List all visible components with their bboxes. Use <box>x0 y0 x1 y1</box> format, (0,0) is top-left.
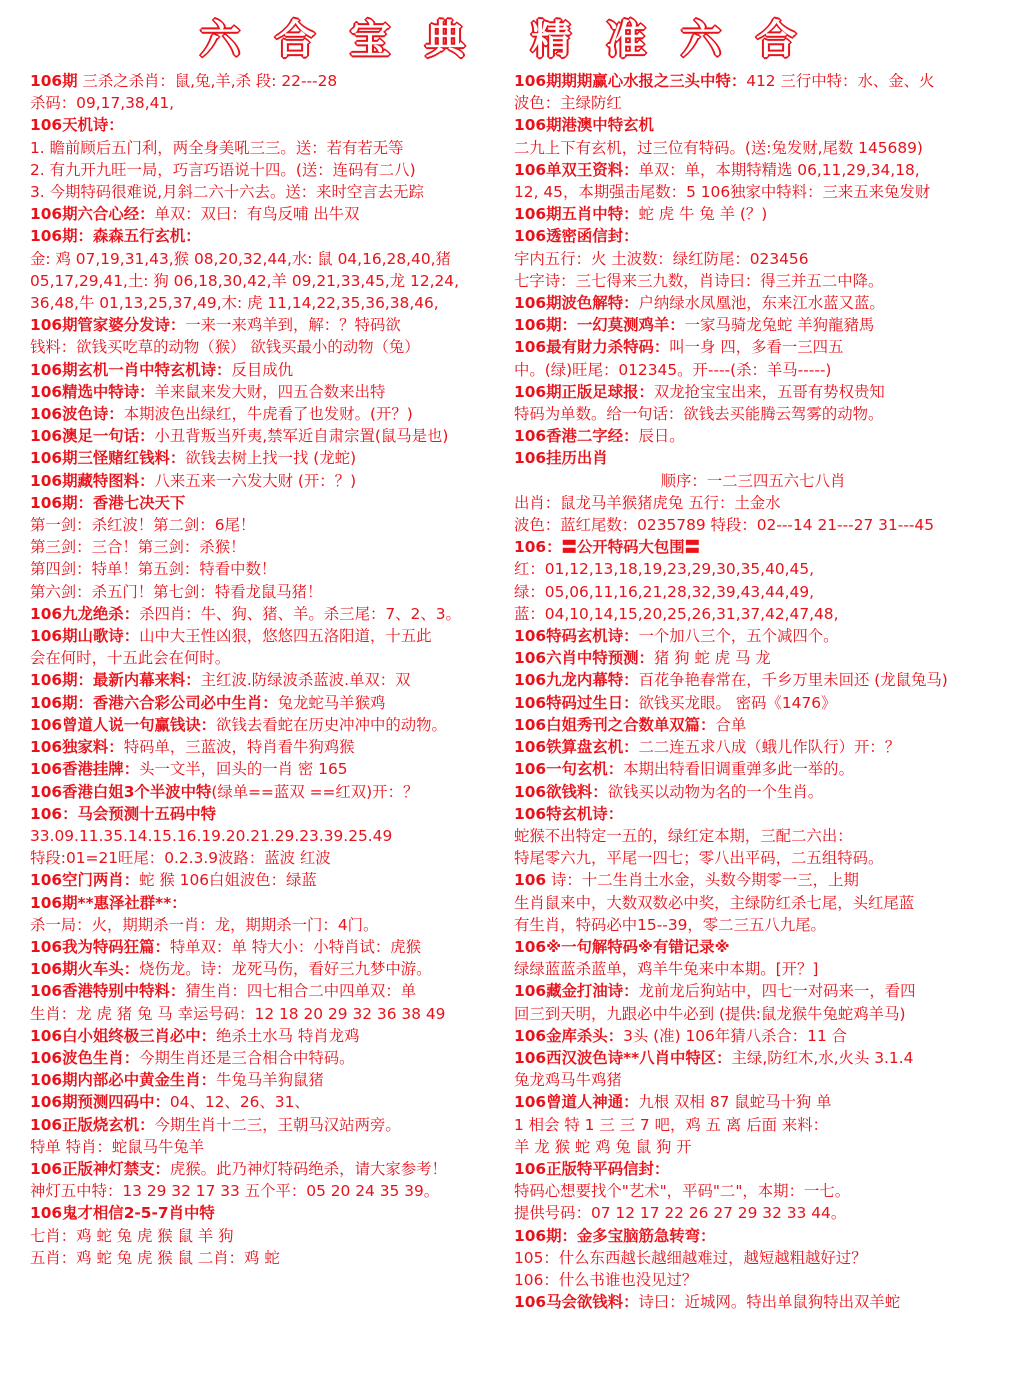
line-text: 单双：双曰：有鸟反哺 出牛双 <box>154 205 360 224</box>
left-line <box>30 359 518 381</box>
line-text: 兔龙鸡马牛鸡猪 <box>514 1071 622 1090</box>
left-line <box>30 1091 518 1113</box>
right-line <box>514 803 992 825</box>
line-heading: 106我为特码狂篇： <box>30 937 170 956</box>
line-text: 绿绿蓝蓝杀蓝单，鸡羊牛兔来中本期。[开？] <box>514 960 819 979</box>
line-text: 叫一身 四，多看一三四五 <box>669 338 844 357</box>
left-line <box>30 514 518 536</box>
line-heading: 106波色生肖： <box>30 1048 140 1067</box>
right-line <box>514 1291 992 1313</box>
left-line <box>30 470 518 492</box>
left-line <box>30 114 518 136</box>
right-line <box>514 292 992 314</box>
left-line <box>30 1225 518 1247</box>
right-line <box>514 314 992 336</box>
left-line <box>30 625 518 647</box>
line-text: 羊 龙 猴 蛇 鸡 兔 鼠 狗 开 <box>514 1137 692 1156</box>
right-line <box>514 336 992 358</box>
line-text: 杀码：09,17,38,41, <box>30 94 175 113</box>
left-line <box>30 714 518 736</box>
line-heading: 106澳足一句话： <box>30 427 155 446</box>
right-line <box>514 492 992 514</box>
right-line <box>514 603 992 625</box>
right-line <box>514 692 992 714</box>
right-line <box>514 536 992 558</box>
line-text: 05,17,29,41,土: 狗 06,18,30,42,羊 09,21,33,45,龙 12,24, <box>30 271 459 290</box>
line-text: 3头 (准) 106年猜八杀合：11 合 <box>623 1026 848 1045</box>
line-text: 七字诗：三七得来三九数，肖诗曰：得三并五二中降。 <box>514 271 884 290</box>
line-text: 反目成仇 <box>231 360 294 379</box>
left-line <box>30 1180 518 1202</box>
banner-char: 宝 <box>350 16 394 63</box>
left-line <box>30 892 518 914</box>
line-heading: 106期三怪赌红钱料： <box>30 449 186 468</box>
right-line <box>514 558 992 580</box>
line-text: 特码单，三蓝波，特肖看牛狗鸡猴 <box>123 738 355 757</box>
line-text: (绿单==蓝双 ==红双)开：？ <box>211 782 419 801</box>
line-heading: 106期正版足球报： <box>514 382 654 401</box>
banner-char: 准 <box>606 16 650 63</box>
line-text: 特码为单数。给一句话：欲钱去买能腾云驾雾的动物。 <box>514 405 884 424</box>
line-text: 杀四肖：牛、狗、猪、羊。杀三尾：7、2、3。 <box>139 604 461 623</box>
right-line <box>514 625 992 647</box>
line-text: 波色：主绿防红 <box>514 94 622 113</box>
line-text: 欲钱买龙眼。 密码《1476》 <box>638 693 837 712</box>
page-banner <box>200 8 800 64</box>
line-text: 欲钱去看蛇在历史冲冲中的动物。 <box>216 715 447 734</box>
line-text: 蛇猴不出特定一五的，绿红定本期，三配二六出： <box>514 826 853 845</box>
left-line <box>30 692 518 714</box>
line-heading: 106挂历出肖 <box>514 449 608 468</box>
line-text: 第一剑：杀红波！第二剑：6尾！ <box>30 516 256 535</box>
line-text: 二九上下有玄机，过三位有特码。(送:兔发财,尾数 145689) <box>514 138 923 157</box>
right-line <box>514 1003 992 1025</box>
left-line <box>30 781 518 803</box>
line-heading: 106正版特平码信封： <box>514 1159 670 1178</box>
right-line <box>514 1136 992 1158</box>
right-line <box>514 736 992 758</box>
line-text: 第四剑：特单！第五剑：特看中数！ <box>30 560 277 579</box>
line-heading: 106香港二字经： <box>514 427 639 446</box>
line-heading: 106鬼才相信2-5-7肖中特 <box>30 1204 215 1223</box>
banner-char: 六 <box>681 16 725 63</box>
line-heading: 106白姐秀刊之合数单双篇： <box>514 715 716 734</box>
line-heading: 106期六合心经： <box>30 205 155 224</box>
line-heading: 106期火车头： <box>30 960 140 979</box>
line-heading: 106最有財力杀特码： <box>514 338 670 357</box>
right-line <box>514 359 992 381</box>
line-text: 兔龙蛇马羊猴鸡 <box>277 693 386 712</box>
line-heading: 106藏金打油诗： <box>514 982 639 1001</box>
line-heading: 106期管家婆分发诗： <box>30 316 186 335</box>
line-heading: 106期预测四码中： <box>30 1093 170 1112</box>
line-text: 提供号码：07 12 17 22 26 27 29 32 33 44。 <box>514 1204 847 1223</box>
right-line <box>514 1114 992 1136</box>
right-line <box>514 669 992 691</box>
left-line <box>30 958 518 980</box>
line-heading: 106精选中特诗： <box>30 382 155 401</box>
left-line <box>30 669 518 691</box>
line-text: 百花争艳春常在，千乡万里未回还 (龙鼠兔马) <box>638 671 948 690</box>
right-line <box>514 847 992 869</box>
left-line <box>30 1247 518 1269</box>
line-text: 主绿,防红木,水,火头 3.1.4 <box>731 1048 914 1067</box>
left-line <box>30 558 518 580</box>
left-line <box>30 647 518 669</box>
line-text: 主红波.防绿波杀蓝波.单双：双 <box>200 671 411 690</box>
left-line <box>30 1047 518 1069</box>
line-heading: 106期波色解特： <box>514 294 639 313</box>
line-heading: 106期藏特图料： <box>30 471 155 490</box>
line-text: 105：什么东西越长越细越难过，越短越粗越好过？ <box>514 1248 867 1267</box>
line-text: 会在何时，十五此会在何时。 <box>30 649 231 668</box>
left-line <box>30 1025 518 1047</box>
line-text: 蓝：04,10,14,15,20,25,26,31,37,42,47,48, <box>514 604 839 623</box>
right-line <box>514 914 992 936</box>
right-line <box>514 470 992 492</box>
left-line <box>30 847 518 869</box>
line-text: 欲钱买以动物为名的一个生肖。 <box>607 782 824 801</box>
line-text: 虎猴。此乃神灯特码绝杀，请大家参考！ <box>169 1159 447 1178</box>
left-line <box>30 581 518 603</box>
right-line <box>514 1091 992 1113</box>
line-text: 辰日。 <box>638 427 685 446</box>
line-text: 牛兔马羊狗鼠猪 <box>216 1071 324 1090</box>
banner-char: 六 <box>200 16 244 63</box>
line-text: 宇内五行：火 土波数：绿红防尾：023456 <box>514 249 809 268</box>
line-heading: 106香港白姐3个半波中特 <box>30 782 212 801</box>
line-heading: 106期内部必中黄金生肖： <box>30 1071 217 1090</box>
line-text: 七肖：鸡 蛇 兔 虎 猴 鼠 羊 狗 <box>30 1226 234 1245</box>
line-text: 本期出特看旧调重弹多此一举的。 <box>623 760 854 779</box>
line-heading: 106期 <box>30 72 78 90</box>
line-text: 小丑背叛当歼夷,禁军近自肃宗置(鼠马是也) <box>154 427 449 446</box>
line-text: 三杀之杀肖：鼠,兔,羊,杀 段: 22---28 <box>77 72 338 90</box>
line-text: 特单 特肖：蛇鼠马牛兔羊 <box>30 1137 205 1156</box>
left-line <box>30 803 518 825</box>
line-text: 诗：十二生肖土水金，头数今期零一三，上期 <box>546 871 859 890</box>
line-text: 诗曰：近城网。特出单鼠狗特出双羊蛇 <box>638 1293 901 1312</box>
left-line <box>30 1003 518 1025</box>
line-text: 金: 鸡 07,19,31,43,猴 08,20,32,44,水: 鼠 04,16,28,40,猪 <box>30 249 451 268</box>
line-text: 3. 今期特码很难说,月斜二六十六去。送：来时空言去无踪 <box>30 183 424 202</box>
line-heading: 106期玄机一肖中特玄机诗： <box>30 360 232 379</box>
line-heading: 106九龙内幕特： <box>514 671 639 690</box>
left-line <box>30 914 518 936</box>
line-text: 顺序：一二三四五六七八肖 <box>660 471 846 490</box>
left-line <box>30 70 518 92</box>
left-line <box>30 403 518 425</box>
left-line <box>30 1158 518 1180</box>
line-text: 412 三行中特：水、金、火 <box>746 72 935 90</box>
line-text: 双龙抢宝宝出来，五哥有势权贵知 <box>653 382 885 401</box>
line-text: 一家马骑龙兔蛇 羊狗龍豬馬 <box>684 316 875 335</box>
line-heading: 106香港挂牌： <box>30 760 140 779</box>
right-line <box>514 137 992 159</box>
left-line <box>30 225 518 247</box>
line-heading: 106单双王资料： <box>514 160 639 179</box>
line-heading: 106独家料： <box>30 738 124 757</box>
banner-char: 合 <box>756 16 800 63</box>
right-line <box>514 1025 992 1047</box>
line-text: 杀一局：火，期期杀一肖：龙，期期杀一门：4门。 <box>30 915 379 934</box>
line-text: 猜生肖：四七相合二中四单双：单 <box>185 982 417 1001</box>
line-text: 八来五来一六发大财 (开：？) <box>154 471 357 490</box>
line-text: 二二连五求八成（蛾儿作队行）开：？ <box>638 738 901 757</box>
right-line <box>514 825 992 847</box>
left-line <box>30 825 518 847</box>
line-text: 五肖：鸡 蛇 兔 虎 猴 鼠 二肖：鸡 蛇 <box>30 1248 280 1267</box>
line-text: 户纳绿水凤凰池，东来江水蓝又蓝。 <box>638 294 885 313</box>
line-heading: 106特玄机诗： <box>514 804 624 823</box>
line-heading: 106期五肖中特： <box>514 205 639 224</box>
line-text: 第六剑：杀五门！第七剑：特看龙鼠马猪！ <box>30 582 323 601</box>
left-line <box>30 1114 518 1136</box>
left-line <box>30 1069 518 1091</box>
right-column <box>514 70 992 1313</box>
right-line <box>514 159 992 181</box>
line-heading: 106空门两肖： <box>30 871 140 890</box>
left-line <box>30 869 518 891</box>
line-heading: 106：〓公开特码大包围〓 <box>514 538 701 557</box>
left-line <box>30 203 518 225</box>
line-text: 特尾零六九，平尾一四七；零八出平码，二五组特码。 <box>514 849 884 868</box>
line-text: 生肖鼠来中，大数双数必中奖，主绿防红杀七尾，头红尾蓝 <box>514 893 915 912</box>
line-text: 绿：05,06,11,16,21,28,32,39,43,44,49, <box>514 582 815 601</box>
left-line <box>30 736 518 758</box>
right-line <box>514 203 992 225</box>
line-heading: 106期期期赢心水报之三头中特： <box>514 72 747 90</box>
left-line <box>30 536 518 558</box>
line-text: 特码心想要找个"艺术"，平码"二"，本期：一七。 <box>514 1182 851 1201</box>
line-heading: 106金库杀头： <box>514 1026 624 1045</box>
line-text: 生肖：龙 虎 猪 兔 马 幸运号码：12 18 20 29 32 36 38 49 <box>30 1004 446 1023</box>
line-heading: 106期港澳中特玄机 <box>514 116 654 135</box>
line-text: 波色：蓝红尾数：0235789 特段：02---14 21---27 31---45 <box>514 516 935 535</box>
line-heading: 106马会欲钱料： <box>514 1293 639 1312</box>
right-line <box>514 225 992 247</box>
line-heading: 106期：金多宝脑筋急转弯： <box>514 1226 716 1245</box>
line-text: 第三剑：三合！第三剑：杀猴！ <box>30 538 246 557</box>
left-line <box>30 603 518 625</box>
line-text: 一来一来鸡羊到，解：？特码欲 <box>185 316 401 335</box>
right-line <box>514 514 992 536</box>
line-text: 一个加八三个，五个减四个。 <box>638 627 839 646</box>
line-heading: 106期：香港七决天下 <box>30 493 186 512</box>
line-text: 2. 有九开九旺一局，巧言巧语说十四。(送：连码有二八) <box>30 160 416 179</box>
right-line <box>514 425 992 447</box>
right-line <box>514 92 992 114</box>
line-text: 特段:01=21旺尾：0.2.3.9波路：蓝波 红波 <box>30 849 331 868</box>
line-text: 头一文半，回头的一肖 密 165 <box>139 760 348 779</box>
left-column <box>30 70 518 1269</box>
left-line <box>30 181 518 203</box>
left-line <box>30 980 518 1002</box>
left-line <box>30 292 518 314</box>
left-line <box>30 381 518 403</box>
line-heading: 106波色诗： <box>30 405 124 424</box>
line-text: 中。(绿)旺尾：012345。开----(杀：羊马-----) <box>514 360 832 379</box>
right-line <box>514 1225 992 1247</box>
right-line <box>514 1047 992 1069</box>
line-heading: 106正版神灯禁支： <box>30 1159 170 1178</box>
line-text: 蛇 猴 106白姐波色：绿蓝 <box>139 871 317 890</box>
right-line <box>514 403 992 425</box>
line-heading: 106期：一幻莫测鸡羊： <box>514 316 685 335</box>
right-line <box>514 758 992 780</box>
line-heading: 106期山歌诗： <box>30 627 140 646</box>
left-line <box>30 1202 518 1224</box>
right-line <box>514 1269 992 1291</box>
line-text: 1. 瞻前顾后五门利，两全身美吼三三。送：若有若无等 <box>30 138 404 157</box>
left-line <box>30 425 518 447</box>
left-line <box>30 492 518 514</box>
right-line <box>514 447 992 469</box>
line-heading: 106正版烧玄机： <box>30 1115 155 1134</box>
left-line <box>30 936 518 958</box>
line-text: 单双：单，本期特精选 06,11,29,34,18, <box>638 160 920 179</box>
line-text: 羊来鼠来发大财，四五合数来出特 <box>154 382 386 401</box>
left-line <box>30 447 518 469</box>
right-line <box>514 181 992 203</box>
line-text: 本期波色出绿红，牛虎看了也发财。(开？) <box>123 405 413 424</box>
right-line <box>514 581 992 603</box>
line-heading: 106天机诗： <box>30 116 124 135</box>
right-line <box>514 781 992 803</box>
line-heading: 106曾道人神通： <box>514 1093 639 1112</box>
line-text: 出肖：鼠龙马羊猴猪虎兔 五行：土金水 <box>514 493 781 512</box>
line-text: 12, 45，本期强击尾数：5 106独家中特料：三来五来兔发财 <box>514 183 931 202</box>
right-line <box>514 1180 992 1202</box>
left-line <box>30 137 518 159</box>
banner-char: 精 <box>531 16 575 63</box>
line-heading: 106九龙绝杀： <box>30 604 140 623</box>
line-text: 烧伤龙。诗：龙死马伤，看好三九梦中游。 <box>139 960 432 979</box>
line-text: 猪 狗 蛇 虎 马 龙 <box>653 649 771 668</box>
line-text: 九根 双相 87 鼠蛇马十狗 单 <box>638 1093 832 1112</box>
right-line <box>514 714 992 736</box>
line-text: 特单双：单 特大小：小特肖试：虎猴 <box>169 937 422 956</box>
line-text: 蛇 虎 牛 兔 羊 (？) <box>638 205 768 224</box>
right-line <box>514 248 992 270</box>
line-text: 合单 <box>715 715 747 734</box>
left-line <box>30 336 518 358</box>
line-heading: 106西汉波色诗**八肖中特区： <box>514 1048 732 1067</box>
line-text: 红：01,12,13,18,19,23,29,30,35,40,45, <box>514 560 815 579</box>
line-text: 回三到天明，九跟必中牛必到 (提供:鼠龙猴牛兔蛇鸡羊马) <box>514 1004 906 1023</box>
banner-char: 合 <box>275 16 319 63</box>
right-line <box>514 1202 992 1224</box>
line-text: 钱料：欲钱买吃草的动物（猴） 欲钱买最小的动物（兔） <box>30 338 420 357</box>
line-text: 今期生肖还是三合相合中特码。 <box>139 1048 355 1067</box>
right-line <box>514 270 992 292</box>
right-line <box>514 892 992 914</box>
line-text: 今期生肖十二三，王朝马汉站两旁。 <box>154 1115 401 1134</box>
line-heading: 106透密函信封： <box>514 227 639 246</box>
right-line <box>514 70 992 92</box>
right-line <box>514 936 992 958</box>
line-text: 106：什么书谁也没见过？ <box>514 1270 698 1289</box>
left-line <box>30 159 518 181</box>
line-heading: 106期：香港六合彩公司必中生肖： <box>30 693 278 712</box>
line-heading: 106特码玄机诗： <box>514 627 639 646</box>
line-text: 山中大王性凶狠，悠悠四五洛阳道，十五此 <box>139 627 432 646</box>
line-heading: 106香港特别中特料： <box>30 982 186 1001</box>
right-line <box>514 980 992 1002</box>
line-heading: 106曾道人说一句赢钱诀： <box>30 715 217 734</box>
right-line <box>514 1158 992 1180</box>
line-heading: 106※一句解特码※有错记录※ <box>514 937 730 956</box>
line-heading: 106：马会预测十五码中特 <box>30 804 217 823</box>
left-line <box>30 1136 518 1158</box>
right-line <box>514 1247 992 1269</box>
line-heading: 106铁算盘玄机： <box>514 738 639 757</box>
left-line <box>30 92 518 114</box>
left-line <box>30 248 518 270</box>
line-text: 1 相会 特 1 三 三 7 吧，鸡 五 离 后面 来料： <box>514 1115 829 1134</box>
line-heading: 106白小姐终极三肖必中： <box>30 1026 217 1045</box>
right-line <box>514 381 992 403</box>
line-text: 36,48,牛 01,13,25,37,49,木: 虎 11,14,22,35,36,38,46, <box>30 294 439 313</box>
line-text: 欲钱去树上找一找 (龙蛇) <box>185 449 357 468</box>
line-heading: 106一句玄机： <box>514 760 624 779</box>
line-text: 龙前龙后狗站中，四七一对码来一，看四 <box>638 982 916 1001</box>
line-text: 04、12、26、31、 <box>169 1093 310 1112</box>
line-text: 有生肖，特码必中15--39，零二三五八九尾。 <box>514 915 826 934</box>
left-line <box>30 314 518 336</box>
left-line <box>30 270 518 292</box>
left-line <box>30 758 518 780</box>
right-line <box>514 647 992 669</box>
line-heading: 106期**惠泽社群**： <box>30 893 187 912</box>
right-line <box>514 869 992 891</box>
line-heading: 106期：森森五行玄机： <box>30 227 201 246</box>
line-heading: 106欲钱料： <box>514 782 608 801</box>
line-text: 神灯五中特：13 29 32 17 33 五个平：05 20 24 35 39。 <box>30 1182 440 1201</box>
right-line <box>514 958 992 980</box>
line-text: 33.09.11.35.14.15.16.19.20.21.29.23.39.25.49 <box>30 826 393 845</box>
line-text: 绝杀土水马 特肖龙鸡 <box>216 1026 360 1045</box>
banner-char: 典 <box>425 16 469 63</box>
line-heading: 106六肖中特预测： <box>514 649 654 668</box>
line-heading: 106 <box>514 871 547 890</box>
right-line <box>514 114 992 136</box>
line-heading: 106特码过生日： <box>514 693 639 712</box>
line-heading: 106期：最新内幕来料： <box>30 671 201 690</box>
right-line <box>514 1069 992 1091</box>
